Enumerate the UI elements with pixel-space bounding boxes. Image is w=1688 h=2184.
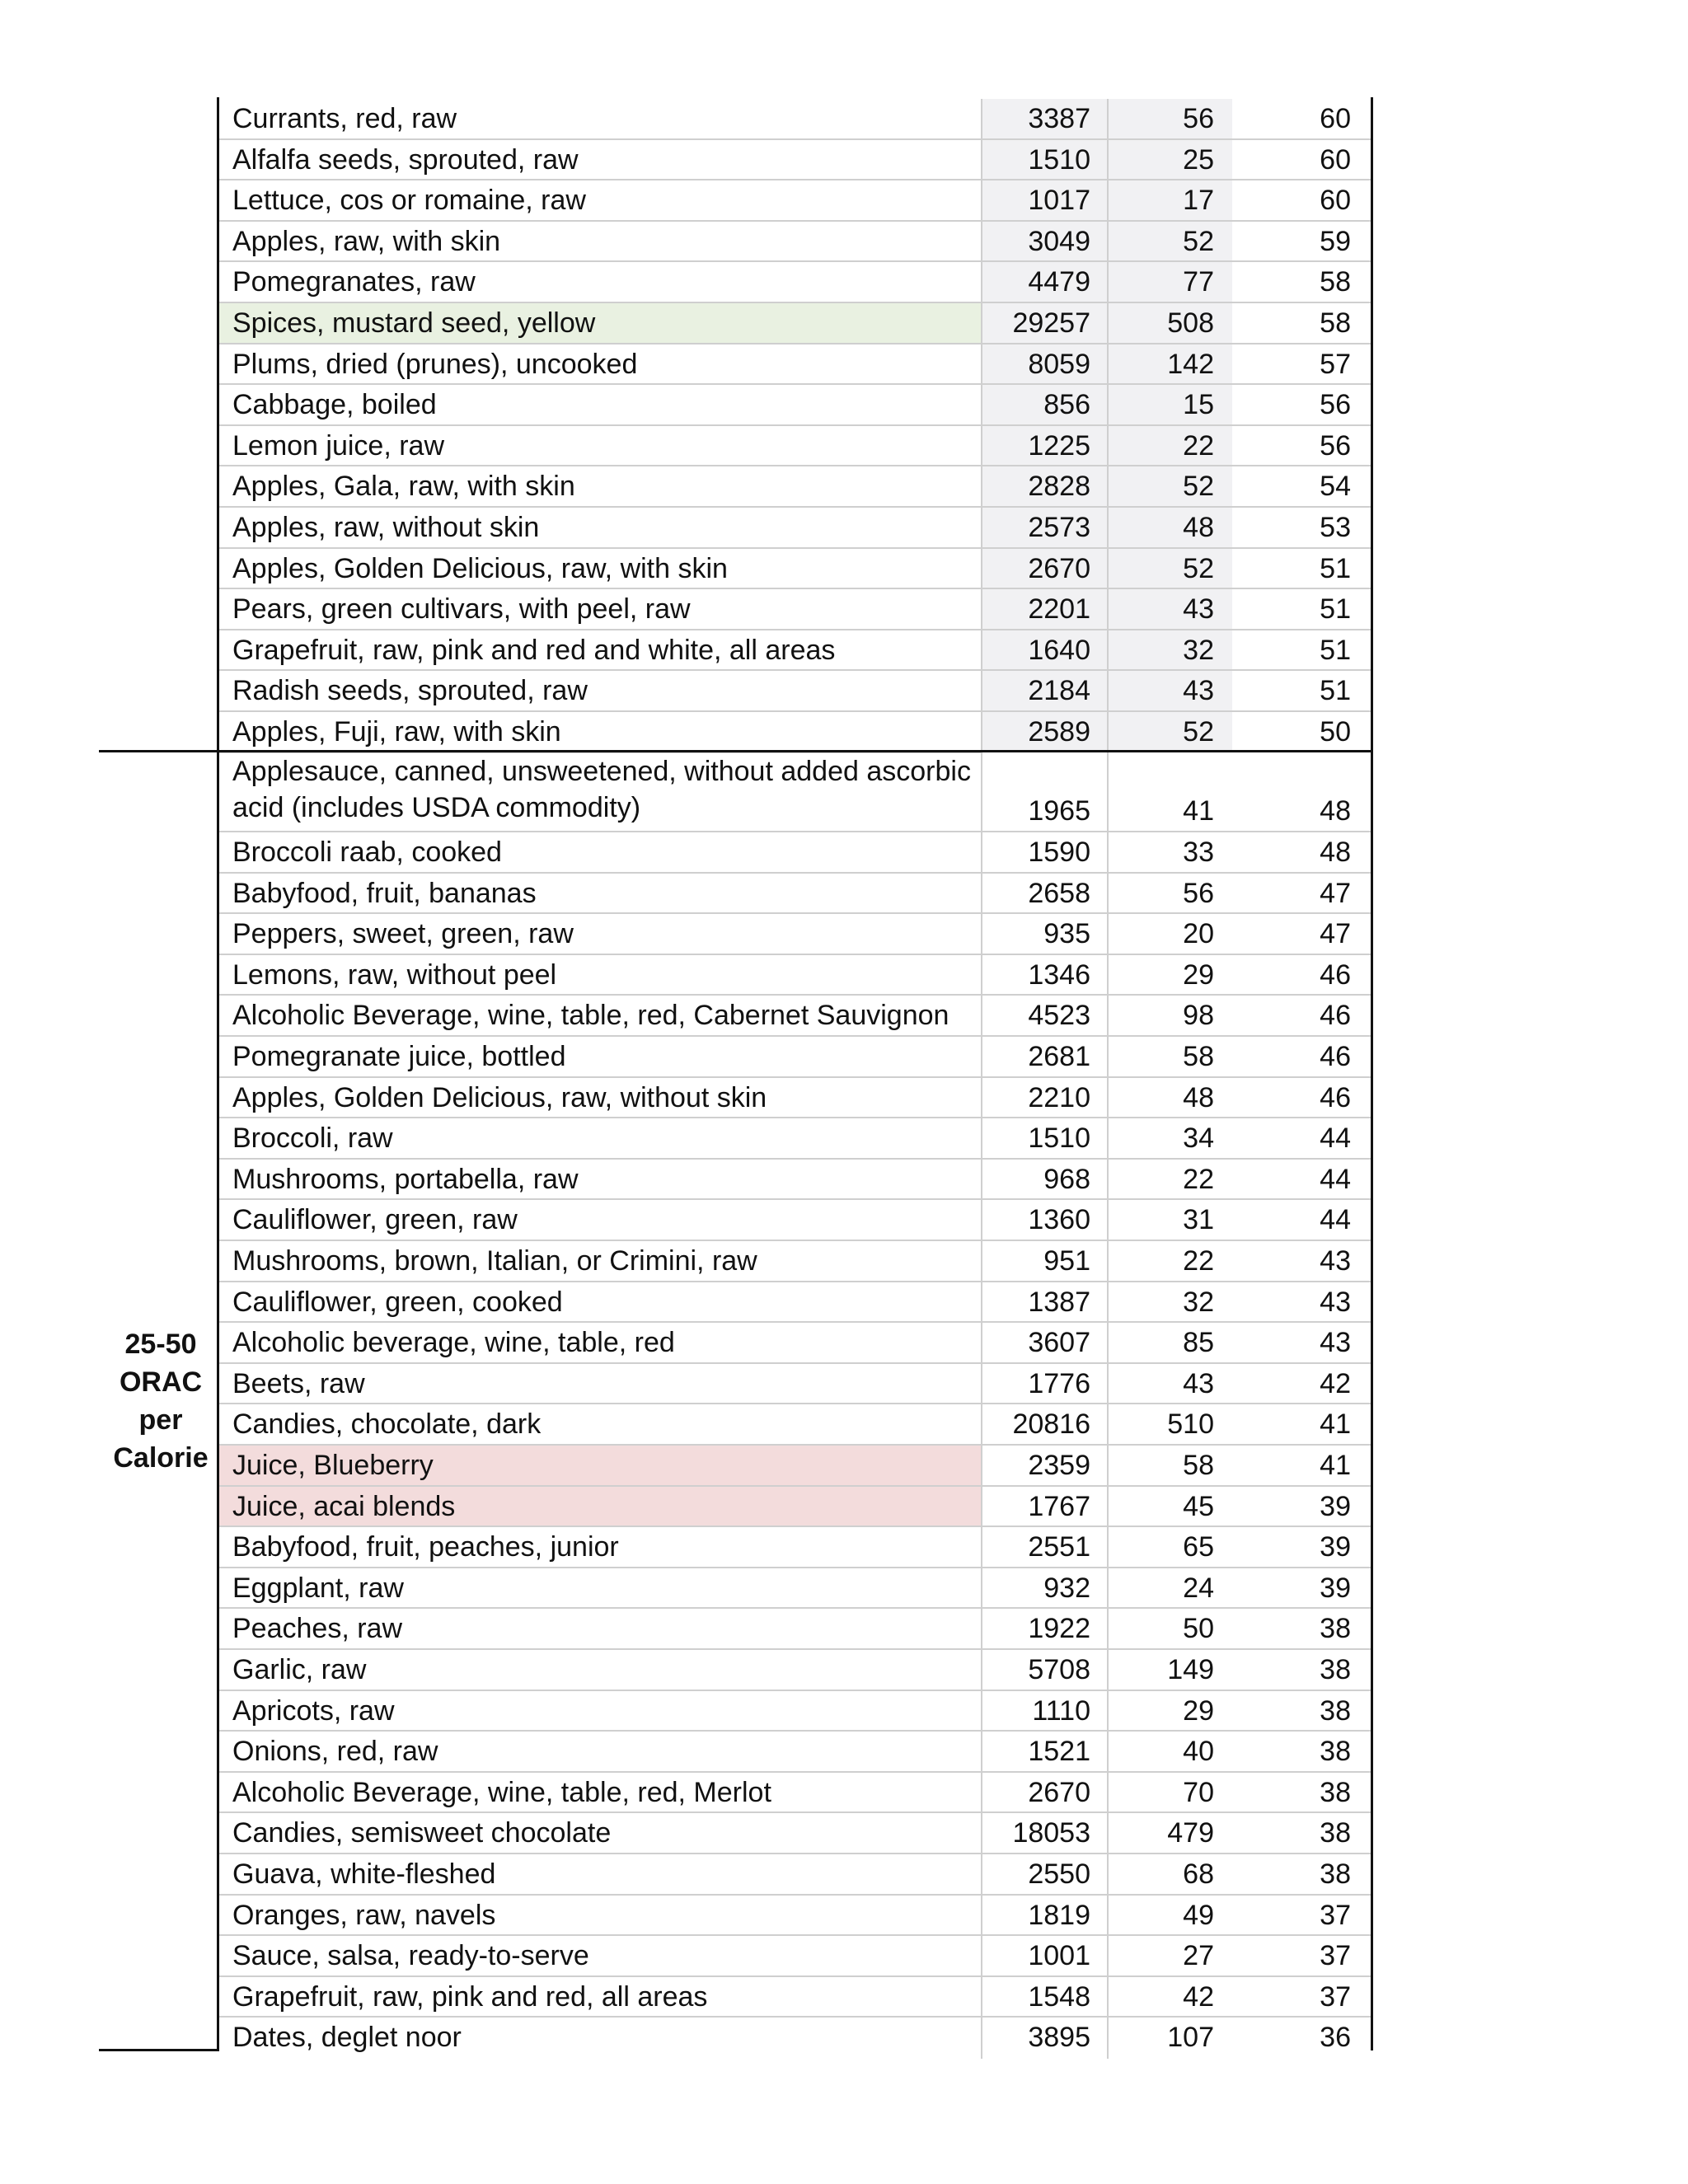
orac-value-cell: 1767	[981, 1487, 1109, 1526]
table-row	[218, 1527, 1372, 1568]
food-name-cell: Apples, raw, with skin	[232, 225, 501, 257]
table-row	[218, 1896, 1372, 1937]
table-row	[218, 1323, 1372, 1364]
table-row	[218, 630, 1372, 672]
calories-cell: 65	[1109, 1527, 1232, 1567]
orac-value-cell: 1510	[981, 140, 1109, 180]
calories-cell: 58	[1109, 1446, 1232, 1485]
food-name-cell: Apples, raw, without skin	[232, 512, 540, 543]
table-row	[218, 1241, 1372, 1282]
table-row	[218, 1936, 1372, 1977]
orac-value-cell: 1360	[981, 1200, 1109, 1240]
orac-value-cell: 1017	[981, 180, 1109, 220]
food-name-cell: Sauce, salsa, ready-to-serve	[232, 1940, 589, 1972]
calories-cell: 24	[1109, 1568, 1232, 1608]
table-row	[218, 712, 1372, 753]
table-row	[218, 262, 1372, 303]
orac-per-calorie-cell: 56	[1232, 426, 1372, 466]
orac-per-calorie-cell: 36	[1232, 2018, 1372, 2059]
calories-cell: 107	[1109, 2018, 1232, 2059]
table-row	[218, 1609, 1372, 1650]
group-bottom-rule	[99, 2049, 219, 2051]
table-row	[218, 589, 1372, 630]
orac-per-calorie-cell: 46	[1232, 1078, 1372, 1118]
orac-per-calorie-cell: 46	[1232, 955, 1372, 995]
group-label-25-50	[99, 1325, 223, 1477]
orac-value-cell: 1346	[981, 955, 1109, 995]
orac-per-calorie-cell: 48	[1232, 832, 1372, 872]
orac-value-cell: 2589	[981, 712, 1109, 752]
orac-value-cell: 1640	[981, 630, 1109, 670]
calories-cell: 43	[1109, 589, 1232, 629]
orac-per-calorie-cell: 60	[1232, 99, 1372, 138]
orac-value-cell: 1521	[981, 1732, 1109, 1771]
calories-cell: 85	[1109, 1323, 1232, 1362]
table-row	[218, 1650, 1372, 1691]
orac-value-cell: 2670	[981, 549, 1109, 588]
calories-cell: 45	[1109, 1487, 1232, 1526]
orac-per-calorie-cell: 56	[1232, 385, 1372, 424]
calories-cell: 50	[1109, 1609, 1232, 1648]
food-name-cell: Juice, Blueberry	[218, 1446, 981, 1485]
calories-cell: 31	[1109, 1200, 1232, 1240]
group-label-line: ORAC	[119, 1366, 203, 1398]
orac-value-cell: 3387	[981, 99, 1109, 138]
table-row	[218, 671, 1372, 712]
orac-value-cell: 1965	[981, 752, 1109, 831]
orac-per-calorie-cell: 44	[1232, 1200, 1372, 1240]
orac-per-calorie-cell: 38	[1232, 1813, 1372, 1853]
orac-value-cell: 1590	[981, 832, 1109, 872]
orac-per-calorie-cell: 51	[1232, 671, 1372, 710]
table-row	[218, 1118, 1372, 1160]
food-name-cell: Peppers, sweet, green, raw	[232, 918, 574, 950]
orac-value-cell: 4479	[981, 262, 1109, 302]
calories-cell: 20	[1109, 914, 1232, 954]
food-name-cell: Peaches, raw	[232, 1613, 402, 1645]
food-name-cell: Grapefruit, raw, pink and red and white, all areas	[232, 634, 836, 666]
orac-value-cell: 1225	[981, 426, 1109, 466]
calories-cell: 22	[1109, 1241, 1232, 1281]
calories-cell: 48	[1109, 1078, 1232, 1118]
orac-value-cell: 8059	[981, 344, 1109, 384]
calories-cell: 27	[1109, 1936, 1232, 1975]
calories-cell: 22	[1109, 426, 1232, 466]
calories-cell: 508	[1109, 303, 1232, 343]
orac-per-calorie-cell: 58	[1232, 262, 1372, 302]
table-row	[218, 385, 1372, 426]
table-row	[218, 1200, 1372, 1241]
orac-value-cell: 2828	[981, 466, 1109, 506]
group-label-line: 25-50	[124, 1329, 197, 1360]
table-row	[218, 1078, 1372, 1119]
food-name-cell: Candies, chocolate, dark	[232, 1408, 542, 1441]
orac-per-calorie-cell: 37	[1232, 1936, 1372, 1975]
table-row	[218, 1568, 1372, 1610]
calories-cell: 17	[1109, 180, 1232, 220]
orac-value-cell: 1510	[981, 1118, 1109, 1158]
calories-cell: 52	[1109, 549, 1232, 588]
food-name-cell: Onions, red, raw	[232, 1736, 438, 1768]
orac-per-calorie-cell: 47	[1232, 874, 1372, 913]
table-row	[218, 1854, 1372, 1896]
food-name-cell: Plums, dried (prunes), uncooked	[232, 348, 638, 380]
orac-value-cell: 2551	[981, 1527, 1109, 1567]
calories-cell: 43	[1109, 1364, 1232, 1404]
orac-value-cell: 20816	[981, 1404, 1109, 1444]
table-row	[218, 466, 1372, 508]
table-row	[218, 996, 1372, 1037]
table-row	[218, 508, 1372, 549]
orac-per-calorie-cell: 44	[1232, 1160, 1372, 1199]
food-name-cell: Alfalfa seeds, sprouted, raw	[232, 143, 579, 176]
calories-cell: 52	[1109, 222, 1232, 261]
food-name-cell: Garlic, raw	[232, 1654, 367, 1685]
calories-cell: 510	[1109, 1404, 1232, 1444]
food-name-cell: Apples, Fuji, raw, with skin	[232, 716, 561, 748]
calories-cell: 58	[1109, 1037, 1232, 1076]
orac-value-cell: 1001	[981, 1936, 1109, 1975]
table-row	[218, 1487, 1372, 1528]
orac-value-cell: 856	[981, 385, 1109, 424]
food-name-cell: Pomegranate juice, bottled	[232, 1041, 566, 1072]
table-row	[218, 1282, 1372, 1324]
orac-value-cell: 1387	[981, 1282, 1109, 1322]
food-name-cell: Oranges, raw, navels	[232, 1899, 496, 1931]
orac-per-calorie-cell: 44	[1232, 1118, 1372, 1158]
orac-value-cell: 2359	[981, 1446, 1109, 1485]
food-name-cell: Spices, mustard seed, yellow	[218, 303, 981, 343]
orac-per-calorie-cell: 60	[1232, 140, 1372, 180]
table-row	[218, 180, 1372, 222]
food-name-cell: Guava, white-fleshed	[232, 1858, 496, 1890]
orac-per-calorie-cell: 38	[1232, 1650, 1372, 1690]
orac-per-calorie-cell: 37	[1232, 1977, 1372, 2017]
orac-per-calorie-cell: 42	[1232, 1364, 1372, 1404]
food-name-cell: Alcoholic Beverage, wine, table, red, Merlot	[232, 1776, 771, 1808]
orac-value-cell: 968	[981, 1160, 1109, 1199]
orac-per-calorie-cell: 41	[1232, 1446, 1372, 1485]
calories-cell: 32	[1109, 630, 1232, 670]
orac-value-cell: 1819	[981, 1896, 1109, 1935]
orac-per-calorie-cell: 38	[1232, 1609, 1372, 1648]
food-name-cell: Apricots, raw	[232, 1694, 395, 1727]
calories-cell: 32	[1109, 1282, 1232, 1322]
food-name-cell: Dates, deglet noor	[232, 2022, 462, 2054]
calories-cell: 29	[1109, 1691, 1232, 1731]
table-row	[218, 1037, 1372, 1078]
calories-cell: 56	[1109, 874, 1232, 913]
orac-per-calorie-cell: 39	[1232, 1487, 1372, 1526]
food-name-cell: Babyfood, fruit, peaches, junior	[232, 1531, 619, 1563]
orac-value-cell: 1776	[981, 1364, 1109, 1404]
orac-value-cell: 951	[981, 1241, 1109, 1281]
orac-value-cell: 2573	[981, 508, 1109, 547]
calories-cell: 15	[1109, 385, 1232, 424]
orac-value-cell: 2658	[981, 874, 1109, 913]
table-row	[218, 549, 1372, 590]
orac-value-cell: 18053	[981, 1813, 1109, 1853]
food-name-cell: Cauliflower, green, raw	[232, 1204, 518, 1236]
food-name-cell: Cauliflower, green, cooked	[232, 1286, 563, 1318]
orac-per-calorie-cell: 48	[1232, 752, 1372, 831]
orac-per-calorie-cell: 54	[1232, 466, 1372, 506]
orac-per-calorie-cell: 39	[1232, 1568, 1372, 1608]
table-row	[218, 1773, 1372, 1814]
table-row	[218, 140, 1372, 181]
orac-per-calorie-cell: 60	[1232, 180, 1372, 220]
orac-per-calorie-cell: 46	[1232, 1037, 1372, 1076]
food-name-cell: Lemons, raw, without peel	[232, 958, 557, 991]
orac-per-calorie-cell: 38	[1232, 1854, 1372, 1894]
table-row	[218, 222, 1372, 263]
table-row	[218, 303, 1372, 344]
calories-cell: 22	[1109, 1160, 1232, 1199]
orac-value-cell: 2210	[981, 1078, 1109, 1118]
table-row	[218, 1732, 1372, 1773]
calories-cell: 43	[1109, 671, 1232, 710]
calories-cell: 29	[1109, 955, 1232, 995]
calories-cell: 56	[1109, 99, 1232, 138]
orac-value-cell: 2201	[981, 589, 1109, 629]
orac-value-cell: 5708	[981, 1650, 1109, 1690]
calories-cell: 42	[1109, 1977, 1232, 2017]
orac-per-calorie-cell: 38	[1232, 1732, 1372, 1771]
orac-per-calorie-cell: 43	[1232, 1282, 1372, 1322]
orac-per-calorie-cell: 47	[1232, 914, 1372, 954]
table-row	[218, 1813, 1372, 1854]
table-row	[218, 874, 1372, 915]
orac-per-calorie-cell: 51	[1232, 630, 1372, 670]
calories-cell: 48	[1109, 508, 1232, 547]
food-name-cell: Radish seeds, sprouted, raw	[232, 675, 588, 707]
table-row	[218, 832, 1372, 874]
food-name-cell: Broccoli, raw	[232, 1122, 393, 1155]
orac-per-calorie-cell: 57	[1232, 344, 1372, 384]
food-name-cell: Alcoholic Beverage, wine, table, red, Cabernet Sauvignon	[232, 1000, 950, 1032]
orac-per-calorie-cell: 37	[1232, 1896, 1372, 1935]
orac-per-calorie-cell: 53	[1232, 508, 1372, 547]
group-label-line: Calorie	[113, 1442, 209, 1474]
orac-per-calorie-cell: 51	[1232, 589, 1372, 629]
orac-per-calorie-cell: 43	[1232, 1323, 1372, 1362]
food-name-cell: Babyfood, fruit, bananas	[232, 877, 537, 909]
food-name-cell: Grapefruit, raw, pink and red, all areas	[232, 1980, 708, 2013]
food-name-cell: Lemon juice, raw	[232, 429, 445, 462]
orac-value-cell: 4523	[981, 996, 1109, 1035]
orac-value-cell: 2670	[981, 1773, 1109, 1812]
table-left-border	[217, 97, 219, 2050]
food-name-cell: Pears, green cultivars, with peel, raw	[232, 593, 691, 626]
table-row	[218, 1977, 1372, 2018]
food-name-cell: Pomegranates, raw	[232, 266, 476, 298]
orac-per-calorie-cell: 43	[1232, 1241, 1372, 1281]
table-right-border	[1371, 97, 1373, 2050]
table-row	[218, 1404, 1372, 1446]
calories-cell: 70	[1109, 1773, 1232, 1812]
table-row	[218, 1691, 1372, 1732]
calories-cell: 98	[1109, 996, 1232, 1035]
calories-cell: 52	[1109, 712, 1232, 752]
orac-value-cell: 1548	[981, 1977, 1109, 2017]
orac-value-cell: 935	[981, 914, 1109, 954]
calories-cell: 25	[1109, 140, 1232, 180]
table-row	[218, 344, 1372, 386]
food-name-cell: Beets, raw	[232, 1367, 365, 1399]
orac-per-calorie-cell: 50	[1232, 712, 1372, 752]
orac-value-cell: 2184	[981, 671, 1109, 710]
food-name-cell: Cabbage, boiled	[232, 389, 437, 421]
calories-cell: 68	[1109, 1854, 1232, 1894]
food-name-cell: Mushrooms, portabella, raw	[232, 1163, 579, 1195]
food-name-cell: Juice, acai blends	[218, 1487, 981, 1526]
table-row	[218, 1446, 1372, 1487]
calories-cell: 479	[1109, 1813, 1232, 1853]
calories-cell: 142	[1109, 344, 1232, 384]
orac-per-calorie-cell: 38	[1232, 1691, 1372, 1731]
food-name-cell: Lettuce, cos or romaine, raw	[232, 185, 586, 217]
table-row	[218, 1160, 1372, 1201]
table-row	[218, 955, 1372, 996]
table-row	[218, 914, 1372, 955]
orac-per-calorie-cell: 51	[1232, 549, 1372, 588]
table-row	[218, 1364, 1372, 1405]
calories-cell: 52	[1109, 466, 1232, 506]
calories-cell: 41	[1109, 752, 1232, 831]
orac-value-cell: 932	[981, 1568, 1109, 1608]
table-row	[218, 99, 1372, 140]
orac-value-cell: 3049	[981, 222, 1109, 261]
orac-per-calorie-cell: 39	[1232, 1527, 1372, 1567]
orac-value-cell: 3607	[981, 1323, 1109, 1362]
table-row	[218, 2018, 1372, 2059]
orac-per-calorie-cell: 58	[1232, 303, 1372, 343]
calories-cell: 149	[1109, 1650, 1232, 1690]
food-name-cell: Eggplant, raw	[232, 1572, 404, 1604]
orac-value-cell: 2550	[981, 1854, 1109, 1894]
food-name-cell: Apples, Gala, raw, with skin	[232, 471, 575, 503]
orac-value-cell: 3895	[981, 2018, 1109, 2059]
calories-cell: 49	[1109, 1896, 1232, 1935]
orac-value-cell: 2681	[981, 1037, 1109, 1076]
calories-cell: 77	[1109, 262, 1232, 302]
food-name-cell: Mushrooms, brown, Italian, or Crimini, raw	[232, 1245, 757, 1277]
orac-value-cell: 29257	[981, 303, 1109, 343]
orac-value-cell: 1110	[981, 1691, 1109, 1731]
group-divider	[99, 750, 1373, 752]
group-label-line: per	[138, 1404, 183, 1436]
orac-per-calorie-cell: 59	[1232, 222, 1372, 261]
food-name-cell: Apples, Golden Delicious, raw, without skin	[232, 1081, 767, 1113]
table-row	[218, 426, 1372, 467]
food-name-cell: Broccoli raab, cooked	[232, 837, 502, 868]
calories-cell: 34	[1109, 1118, 1232, 1158]
food-name-cell: Alcoholic beverage, wine, table, red	[232, 1327, 675, 1359]
orac-per-calorie-cell: 38	[1232, 1773, 1372, 1812]
table-row	[218, 752, 1372, 832]
orac-per-calorie-cell: 46	[1232, 996, 1372, 1035]
food-name-cell: Applesauce, canned, unsweetened, without added ascorbic acid (includes USDA commodity)	[232, 756, 971, 823]
orac-per-calorie-cell: 41	[1232, 1404, 1372, 1444]
calories-cell: 40	[1109, 1732, 1232, 1771]
orac-value-cell: 1922	[981, 1609, 1109, 1648]
food-name-cell: Apples, Golden Delicious, raw, with skin	[232, 552, 728, 584]
calories-cell: 33	[1109, 832, 1232, 872]
food-name-cell: Currants, red, raw	[232, 103, 457, 134]
food-name-cell: Candies, semisweet chocolate	[232, 1817, 612, 1849]
